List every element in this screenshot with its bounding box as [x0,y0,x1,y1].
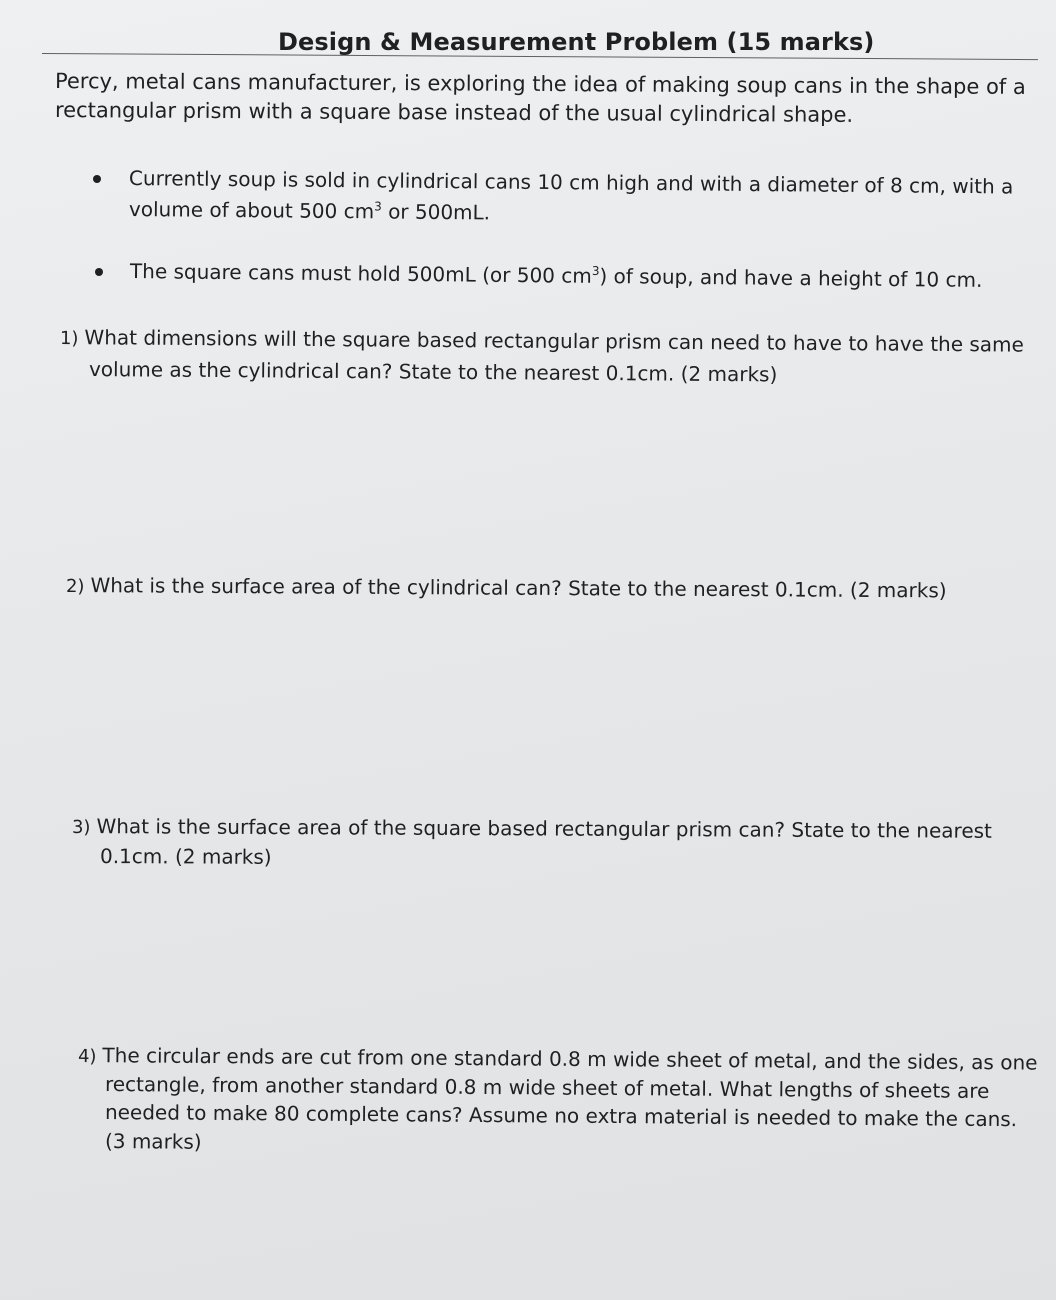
bullet-dot-2 [95,268,103,276]
question-1-text: What dimensions will the square based rectangular prism can need to have to have the same [84,325,1024,357]
question-3-line-1 [72,813,992,846]
bullet-2-line-1 [130,258,983,293]
question-4-text: The circular ends are cut from one standard 0.8 m wide sheet of metal, and the sides, as one [102,1043,1038,1075]
question-2-text: What is the surface area of the cylindrical can? State to the nearest 0.1cm. (2 marks) [90,573,947,603]
intro-line-1: Percy, metal cans manufacturer, is exploring the idea of making soup cans in the shape of a [54,69,1026,99]
question-2-line-1 [66,572,947,605]
page-title: Design & Measurement Problem (15 marks) [278,28,875,56]
question-3-text: What is the surface area of the square based rectangular prism can? State to the nearest [96,814,992,843]
question-3-line-2: 0.1cm. (2 marks) [99,844,272,869]
bullet-2-text-a: The square cans must hold 500mL (or 500 cm [129,259,592,288]
question-1-number: 1) [59,328,79,350]
bullet-1-superscript: 3 [374,199,382,214]
bullet-2-text-b: ) of soup, and have a height of 10 cm. [599,263,983,292]
question-2-number: 2) [65,576,85,598]
question-1-line-2: volume as the cylindrical can? State to the nearest 0.1cm. (2 marks) [88,357,778,387]
question-4-number: 4) [77,1046,97,1068]
bullet-1-line-1: Currently soup is sold in cylindrical cans 10 cm high and with a diameter of 8 cm, with a [128,166,1014,199]
bullet-1-text-b: or 500mL. [381,199,491,225]
question-4-line-4: (3 marks) [104,1129,202,1154]
question-1-line-1 [60,324,1024,360]
bullet-1-text-a: volume of about 500 cm [128,197,375,224]
question-4-line-3: needed to make 80 complete cans? Assume no extra material is needed to make the cans. [104,1100,1018,1132]
bullet-2-superscript: 3 [591,263,600,278]
question-4-line-2: rectangle, from another standard 0.8 m wide sheet of metal. What lengths of sheets are [104,1072,990,1103]
question-3-number: 3) [71,817,91,839]
bullet-1-line-2 [129,196,490,225]
intro-line-2: rectangular prism with a square base instead of the usual cylindrical shape. [54,98,854,127]
bullet-dot-1 [93,175,101,183]
